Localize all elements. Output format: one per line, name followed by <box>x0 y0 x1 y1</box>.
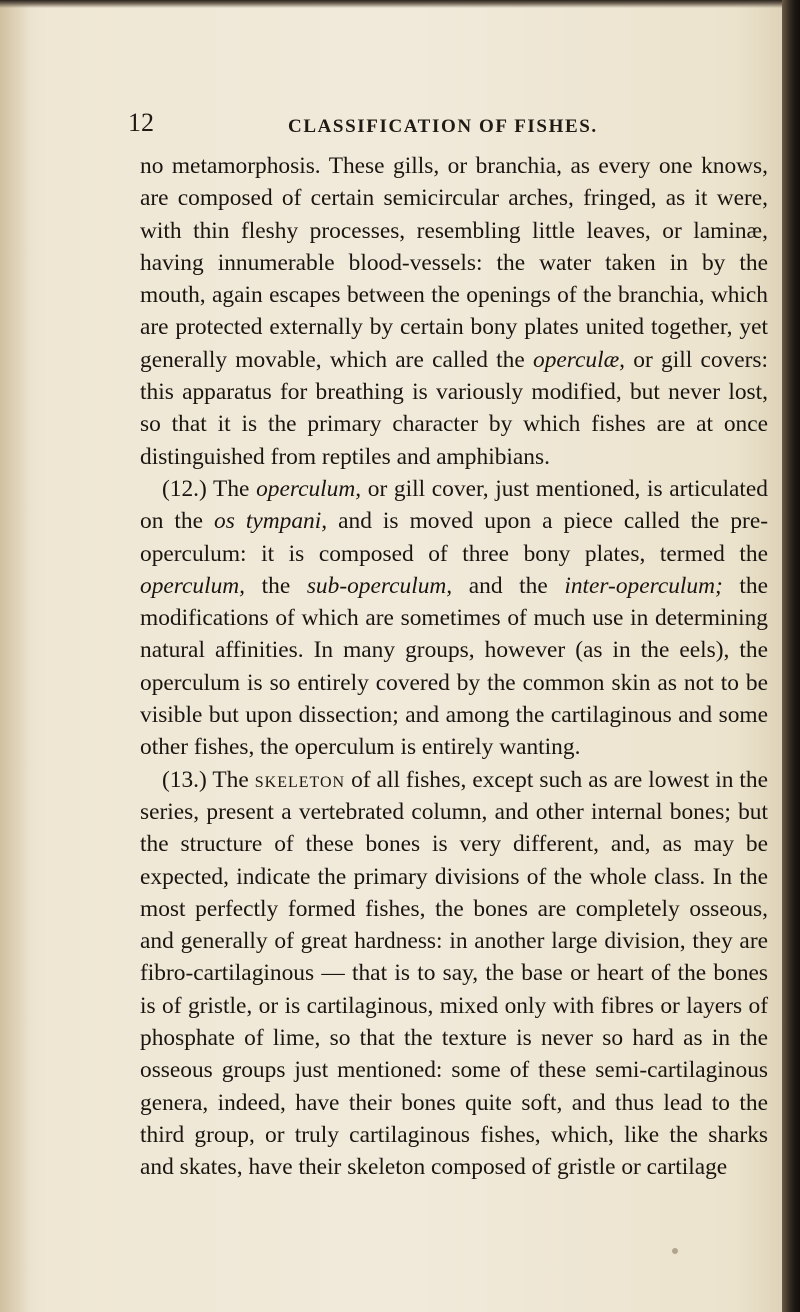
text-run: (12.) The <box>162 475 257 502</box>
italic-term: operculum, <box>140 572 246 599</box>
paragraph-gills <box>140 150 768 473</box>
body-text <box>140 150 768 1184</box>
page-number: 12 <box>128 108 154 137</box>
small-caps-term: skeleton <box>254 766 346 793</box>
book-spine-shadow <box>782 0 800 1312</box>
page-header <box>128 108 768 148</box>
paragraph-13-skeleton <box>140 764 768 1184</box>
ink-speck <box>672 1248 678 1254</box>
text-run: (13.) The <box>162 766 255 793</box>
text-run: no metamorphosis. These gills, or branchia, as every one knows, are composed of certain semicircular arches, fringed, as it were, with thin fleshy processes, resembling little leaves, or laminæ, having innumerable blood-vessels: the water taken in by the mouth, again escapes between the openings of the branchia, which are protected externally by certain bony plates united together, yet generally movable, which are called the <box>140 153 768 373</box>
paragraph-12-operculum <box>140 473 768 764</box>
italic-term: sub-operculum, <box>306 572 453 599</box>
text-run: or gill cover, just mentioned, is articulated on the <box>140 475 768 535</box>
page-edge-stain <box>0 0 30 1312</box>
running-title: CLASSIFICATION OF FISHES. <box>288 116 598 137</box>
italic-term: os tympani, <box>214 508 328 535</box>
text-run: and is moved upon a piece called the pre-operculum: it is composed of three bony plates, termed the <box>140 508 768 567</box>
italic-term: inter-operculum; <box>564 572 723 599</box>
text-run: the <box>245 572 307 599</box>
italic-term: operculum, <box>256 475 362 502</box>
text-run: of all fishes, except such as are lowest in the series, present a vertebrated column, and other internal bones; but the structure of these bones is very different, and, as may be expected, indicate the primary divisions of the whole class. In the most perfectly formed fishes, the bones are completely osseous, and generally of great hardness: in another large division, they are fibro-cartilaginous — that is to say, the base or heart of the bones is of gristle, or is cartilaginous, mixed only with fibres or layers of phosphate of lime, so that the texture is never so hard as in the osseous groups just mentioned: some of these semi-cartilaginous genera, indeed, have their bones quite soft, and thus lead to the third group, or truly cartilaginous fishes, which, like the sharks and skates, have their skeleton composed of gristle or cartilage <box>140 766 768 1181</box>
text-run: or gill covers: this apparatus for breathing is variously modified, but never lost, so that it is the primary character by which fishes are at once distinguished from reptiles and amphibians. <box>140 346 768 470</box>
page-top-edge <box>0 0 800 8</box>
text-run: the modifications of which are sometimes of much use in determining natural affinities. In many groups, however (as in the eels), the operculum is so entirely covered by the common skin as not to be visible but upon dissection; and among the cartilaginous and some other fishes, the operculum is entirely wanting. <box>140 572 768 761</box>
italic-term: operculæ, <box>533 346 626 373</box>
text-run: and the <box>452 572 565 599</box>
